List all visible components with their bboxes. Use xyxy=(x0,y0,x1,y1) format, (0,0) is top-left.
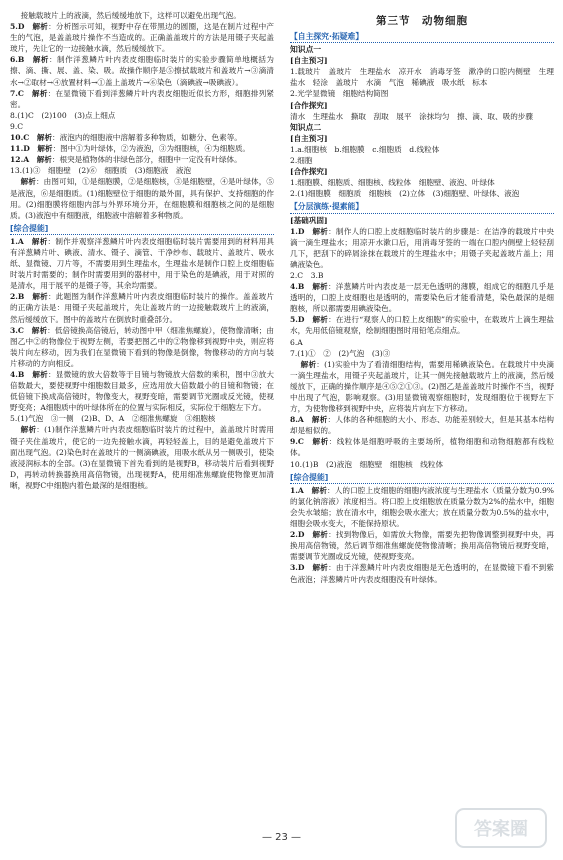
answer-number: 1.D xyxy=(290,226,305,236)
answer-item xyxy=(10,143,274,154)
answer-text: 8.(1)C (2)100 (3)点上细点 xyxy=(10,110,116,120)
answer-item xyxy=(10,154,274,165)
answer-number: 5.D xyxy=(10,22,25,32)
analysis-label: 解析 xyxy=(37,144,53,154)
analysis-label: 解析 xyxy=(32,55,49,65)
knowledge-point-heading: 知识点二 xyxy=(290,122,322,132)
subsection-heading: [合作探究] xyxy=(290,100,328,110)
answer-paragraph xyxy=(290,155,554,166)
answer-item xyxy=(290,529,554,562)
answer-text: ：制作洋葱鳞片叶内表皮细胞临时装片的实验步骤简单地概括为擦、滴、撕、展、盖、染、吸。故操作顺序是⑤擦拭载玻片和盖玻片→③滴清水→②取材→④放置材料→①盖上盖玻片→⑥染色（滴碘液→吸碘液）。 xyxy=(10,55,275,87)
answer-number: 3.D xyxy=(290,563,305,573)
answer-text: 2.细胞 xyxy=(290,156,313,166)
answer-text: ：根突是植物体的非绿色部分，细胞中一定没有叶绿体。 xyxy=(51,155,242,165)
analysis-label: 解析 xyxy=(32,22,49,32)
answer-number: 2.D xyxy=(290,530,305,540)
answer-text: 1.载玻片 盖玻片 生理盐水 凉开水 消毒牙签 漱净的口腔内侧壁 生理盐水 轻涂 盖玻片 水滴 气泡 稀碘液 吸水纸 标本 xyxy=(290,67,554,88)
answer-item xyxy=(10,165,274,176)
analysis-label: 解析 xyxy=(312,530,329,540)
analysis-label: 解析 xyxy=(312,437,329,447)
analysis-label: 解析 xyxy=(312,563,329,573)
analysis-label: 解析 xyxy=(312,282,328,292)
answer-number: 4.B xyxy=(10,370,25,379)
answer-paragraph xyxy=(290,177,554,188)
answer-item xyxy=(290,562,554,584)
section-band-heading: [综合提能] xyxy=(290,472,554,484)
subsection-heading: [合作探究] xyxy=(290,167,328,177)
answer-item xyxy=(10,54,274,87)
answer-text: 6.A xyxy=(290,337,303,347)
answer-item xyxy=(10,291,274,324)
answer-text: ：(1)实验中为了看清细胞结构，需要用稀碘液染色。在载玻片中央滴一滴生理盐水，用镊子夹起盖玻片，让其一侧先接触载玻片上的液滴，然后缓缓放下，正确的操作顺序是④⑤②①③。(2)图乙是盖盖玻片时操作不当，视野中出现了气泡，影响观察。(3)用显微镜观察细胞时，发现细胞位于视野左下方，为使物像移到视野中央，应将装片向左下方移动。 xyxy=(290,359,554,414)
analysis-label: 解析 xyxy=(312,226,329,236)
answer-paragraph xyxy=(10,176,274,220)
analysis-label: 解析 xyxy=(32,370,48,379)
answer-text: ：制作并观察洋葱鳞片叶内表皮细胞临时装片需要用到的材料用具有洋葱鳞片叶、碘液、清水、镊子、滴管、干净纱布、载玻片、盖玻片、吸水纸、显微镜、刀片等，不需要用到生理盐水，生理盐水是制作口腔上皮细胞临时装片时需要的；制作时需要用到的器材中，用于染色的是碘液，用于对照的是清水，用于展平的是镊子等，其余均需要。 xyxy=(10,236,275,291)
answer-number: 1.A xyxy=(290,485,304,495)
subsection-heading: [自主预习] xyxy=(290,133,328,143)
answer-item xyxy=(290,314,554,336)
answer-text: 5.(1)气泡 ③一侧 (2)B、D、A ②细准焦螺旋 ③细胞核 xyxy=(10,414,216,424)
answer-text: ：洋葱鳞片叶内表皮是一层无色透明的薄膜，组成它的细胞几乎是透明的，口腔上皮细胞也是透明的，需要染色后才能看清楚，染色最深的是细胞核，所以都需要用碘液染色。 xyxy=(290,282,555,314)
answer-number: 11.D xyxy=(10,144,30,154)
answer-text: 2.(1)细胞膜 细胞质 细胞核 (2)立体 (3)细胞壁、叶绿体、液泡 xyxy=(290,189,520,199)
page-number: — 23 — xyxy=(261,832,302,843)
analysis-label: 解析 xyxy=(31,325,48,335)
answer-number: 4.B xyxy=(290,282,305,292)
analysis-label: 解析 xyxy=(300,359,317,369)
answer-item xyxy=(290,348,554,359)
answer-item xyxy=(290,436,554,458)
answer-item xyxy=(290,414,554,436)
answer-item xyxy=(10,110,274,121)
answer-text: 清水 生理盐水 撕取 刮取 展平 涂抹均匀 擦、滴、取、吸的步骤 xyxy=(290,111,533,121)
answer-paragraph xyxy=(290,144,554,155)
answer-text: ：图中①为叶绿体，②为液泡，③为细胞核，④为细胞质。 xyxy=(52,144,251,154)
analysis-label: 解析 xyxy=(32,88,48,98)
answer-item xyxy=(290,270,554,281)
answer-text: 接触载玻片上的液滴，然后缓缓地放下，这样可以避免出现气泡。 xyxy=(20,11,241,20)
answer-paragraph xyxy=(290,359,554,414)
answer-text: ：由图可知，①是细胞膜，②是细胞核，③是细胞壁，④是叶绿体，⑤是液泡，⑥是细胞质。(1)细胞壁位于细胞的最外面，具有保护、支持细胞的作用。(2)细胞膜将细胞内部与外界环境分开，在细胞膜和细胞核之间的是细胞质。(3)液泡中有细胞液，细胞液中溶解着多种物质。 xyxy=(10,177,275,220)
knowledge-point-heading: 知识点一 xyxy=(290,45,322,55)
answer-text: 2.C 3.B xyxy=(290,270,324,280)
answer-text: ：制作人的口腔上皮细胞临时装片的步骤是：在洁净的载玻片中央滴一滴生理盐水；用凉开水漱口后，用消毒牙签的一端在口腔内侧壁上轻轻刮几下，把刮下的碎屑涂抹在载玻片的生理盐水中；用镊子夹起盖玻片盖上；用碘液染色。 xyxy=(290,226,554,269)
answer-text: 2.光学显微镜 细胞结构简图 xyxy=(290,89,389,99)
answer-number: 6.B xyxy=(10,55,25,65)
answer-number: 1.A xyxy=(10,236,24,246)
answer-item xyxy=(10,369,274,413)
answer-number: 12.A xyxy=(10,155,30,165)
answer-item xyxy=(10,21,274,54)
left-column xyxy=(10,10,274,491)
subsection-heading: [自主预习] xyxy=(290,56,328,66)
answer-text: ：(1)制作洋葱鳞片叶内表皮细胞临时装片的过程中，盖盖玻片时需用镊子夹住盖玻片，使它的一边先接触水滴，再轻轻盖上，目的是避免盖玻片下面出现气泡。(2)染色时在盖玻片的一侧滴碘液，用吸水纸从另一侧吸引，使染液浸润标本的全部。(3)在显微镜下首先看到的是视野B，移动装片后看到视野D，再转动转换器换用高倍物镜，出现视野A，使用细准焦螺旋使物像更加清晰，视野C中细胞内着色最深的是细胞核。 xyxy=(10,425,274,490)
answer-text: 7.(1)① ② (2)气泡 (3)③ xyxy=(290,348,391,358)
answer-text: 13.(1)③ 细胞壁 (2)⑥ 细胞质 (3)细胞液 液泡 xyxy=(10,166,192,176)
answer-item xyxy=(290,281,554,314)
section-band-heading: 【自主探究·拓疑难】 xyxy=(290,31,554,43)
analysis-label: 解析 xyxy=(32,292,48,302)
answer-item xyxy=(10,132,274,143)
answer-number: 5.D xyxy=(290,315,305,325)
answer-text: 1.a.细胞核 b.细胞膜 c.细胞质 d.线粒体 xyxy=(290,144,440,154)
answer-item xyxy=(10,325,274,369)
answer-number: 10.C xyxy=(10,133,30,143)
answer-text: ：线粒体是细胞呼吸的主要场所，植物细胞和动物细胞都有线粒体。 xyxy=(290,437,555,458)
answer-paragraph xyxy=(290,66,554,88)
answer-text: ：人体的各种细胞的大小、形态、功能差别较大，但是其基本结构却是相似的。 xyxy=(290,415,555,436)
answer-text: ：此题图为制作洋葱鳞片叶内表皮细胞临时装片的操作。盖盖玻片的正确方法是：用镊子夹起盖玻片，先让盖玻片的一边接触载玻片上的液滴，然后缓缓放下。图中的盖玻片在倒放时重叠部分。 xyxy=(10,292,275,324)
answer-item xyxy=(290,226,554,270)
svg-text:答案圈: 答案圈 xyxy=(474,819,528,840)
answer-text: ：显微镜的放大倍数等于目镜与物镜放大倍数的乘积，图中③放大倍数最大，要使视野中细胞数目最多，应选用放大倍数最小的目镜和物镜；在低倍镜下换成高倍镜时，物像变大，视野变暗，需要调节光圈或反光镜，使视野变亮；A细胞质中的叶绿体所在的位置与实际相反，实际位于细胞左下方。 xyxy=(10,370,275,413)
answer-paragraph xyxy=(10,10,274,21)
answer-number: 2.B xyxy=(10,292,25,302)
answer-text: ：人的口腔上皮细胞的细胞内液浓度与生理盐水（质量分数为0.9%的氯化钠溶液）浓度相当。将口腔上皮细胞放在质量分数为2%的盐水中，细胞会失水皱缩；放在清水中，细胞会吸水涨大；放在质量分数为0.5%的盐水中，细胞会吸水变大，不能保持原状。 xyxy=(290,485,555,529)
analysis-label: 解析 xyxy=(20,177,36,187)
answer-text: ：在显微镜下看到洋葱鳞片叶内表皮细胞近似长方形，细胞排列紧密。 xyxy=(10,88,275,109)
analysis-label: 解析 xyxy=(311,485,328,495)
analysis-label: 解析 xyxy=(31,236,48,246)
answer-paragraph xyxy=(290,88,554,99)
answer-item xyxy=(290,485,554,529)
analysis-label: 解析 xyxy=(312,315,329,325)
answer-item xyxy=(290,459,554,470)
answer-text: 9.C xyxy=(10,121,24,131)
answer-text: ：找到物像后，如需放大物像，需要先把物像调整到视野中央，再换用高倍物镜，然后调节细准焦螺旋使物像清晰；换用高倍物镜后视野变暗，需要调节光圈或反光镜，使视野变亮。 xyxy=(290,530,554,562)
answer-number: 8.A xyxy=(290,415,304,425)
answer-text: 1.细胞膜、细胞质、细胞核、线粒体 细胞壁、液泡、叶绿体 xyxy=(290,178,495,188)
answer-number: 3.C xyxy=(10,325,24,335)
answer-number: 9.C xyxy=(290,437,304,447)
answer-item xyxy=(10,88,274,110)
answer-text: ：低倍镜换高倍镜后，转动图中甲（细准焦螺旋），使物像清晰；由图乙中②的物像位于视野左侧，若要把图乙中的②物像移到视野中央，则应将装片向左移动，因为我们在显微镜下看到的物像是倒像，物像移动的方向与装片移动的方向相反。 xyxy=(10,325,275,368)
answer-text: ：分析图示可知，视野中存在带黑边的圆圈，这是在制片过程中产生的气泡，是盖盖玻片操作不当造成的。正确盖盖玻片的方法是用镊子夹起盖玻片，先让它的一边接触水滴，然后缓缓放下。 xyxy=(10,22,274,54)
analysis-label: 解析 xyxy=(36,133,53,143)
answer-item xyxy=(290,337,554,348)
right-column xyxy=(290,10,554,585)
section-band-heading: [综合提能] xyxy=(10,223,274,235)
analysis-label: 解析 xyxy=(20,425,37,435)
answer-item xyxy=(10,121,274,132)
answer-text: ：由于洋葱鳞片叶内表皮细胞是无色透明的，在显微镜下看不到紫色液泡；洋葱鳞片叶内表皮细胞没有叶绿体。 xyxy=(290,563,554,584)
analysis-label: 解析 xyxy=(311,415,328,425)
subsection-heading: [基础巩固] xyxy=(290,215,328,225)
answer-text: 10.(1)B (2)液泡 细胞壁 细胞核 线粒体 xyxy=(290,459,444,469)
answer-text: ：液泡内的细胞液中溶解着多种物质，如糖分、色素等。 xyxy=(52,133,242,143)
analysis-label: 解析 xyxy=(36,155,52,165)
answer-text: ：在进行“观察人的口腔上皮细胞”的实验中，在载玻片上滴生理盐水，先用低倍镜观察，绘制细胞图时用铅笔点细点。 xyxy=(290,315,555,336)
answer-paragraph xyxy=(290,111,554,122)
answer-item xyxy=(10,236,274,291)
section-title: 第三节 动物细胞 xyxy=(376,15,468,27)
watermark-logo xyxy=(455,808,547,848)
answer-item xyxy=(10,413,274,424)
answer-number: 7.C xyxy=(10,88,24,98)
section-band-heading: 【分层演练·提素能】 xyxy=(290,201,554,213)
answer-paragraph xyxy=(10,424,274,491)
answer-paragraph xyxy=(290,188,554,199)
